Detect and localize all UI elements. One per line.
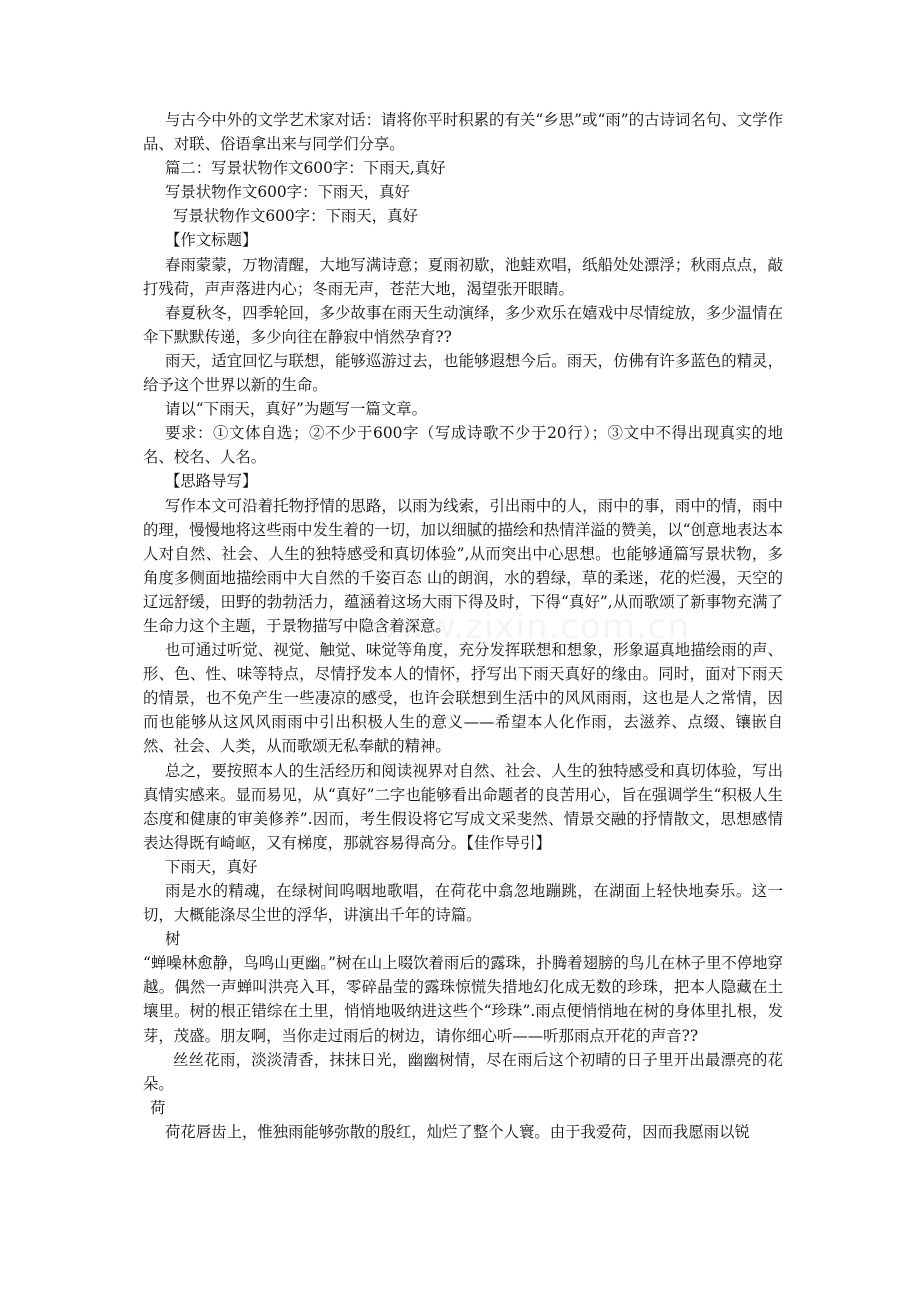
paragraph-requirements: 要求：①文体自选；②不少于600字（写成诗歌不少于20行）；③文中不得出现真实的地名、校名、人名。 [143,424,783,467]
paragraph-guide-approach: 写作本文可沿着托物抒情的思路，以雨为线索，引出雨中的人，雨中的事，雨中的情，雨中的理，慢慢地将这些雨中发生着的一切，加以细腻的描绘和热情洋溢的赞美，以“创意地表达本人对自然、社会、人生的独特感受和真切体验”,从而突出中心思想。也能够通篇写景状物，多角度多侧面地描绘雨中大自然的千姿百态 山的朗润，水的碧绿，草的柔迷，花的烂漫，天空的辽远舒缓，田野的勃勃活力，蕴涵着这场大雨下得及时，下得“真好”,从而歌颂了新事物充满了生命力这个主题，于景物描写中隐含着深意。 [143,496,783,635]
heading-writing-guide: 【思路导写】 [165,472,258,491]
heading-essay-title: 【作文标题】 [165,231,258,250]
sample-title: 下雨天，真好 [165,857,258,876]
paragraph-prompt: 请以“下雨天，真好”为题写一篇文章。 [165,400,427,419]
paragraph-flower-rain: 丝丝花雨，淡淡清香，抹抹日光，幽幽树情，尽在雨后这个初晴的日子里开出最漂亮的花朵。 [143,1050,783,1093]
watermark [370,607,690,647]
paragraph-tree: “蝉噪林愈静，鸟鸣山更幽。”树在山上啜饮着雨后的露珠，扑腾着翅膀的鸟儿在林子里不停地穿越。偶然一声蝉叫洪亮入耳，零碎晶莹的露珠惊慌失措地幻化成无数的珍珠，把本人隐藏在土壤里。树的根正错综在土里，悄悄地吸纳进这些个“珍珠”.雨点便悄悄地在树的身体里扎根，发芽，茂盛。朋友啊，当你走过雨后的树边，请你细心听——听那雨点开花的声音?? [143,954,783,1045]
section-heading-part-two: 篇二：写景状物作文600字：下雨天,真好 [165,159,446,178]
paragraph-rain-essence: 雨是水的精魂，在绿树间呜咽地歌唱，在荷花中翕忽地蹦跳，在湖面上轻快地奏乐。这一切，大概能涤尽尘世的浮华，讲演出千年的诗篇。 [143,882,783,925]
paragraph-guide-summary: 总之，要按照本人的生活经历和阅读视界对自然、社会、人生的独特感受和真切体验，写出真情实感来。显而易见，从“真好”二字也能够看出命题者的良苦用心，旨在强调学生“积极人生态度和健康的审美修养”.因而，考生假设将它写成文采斐然、情景交融的抒情散文，思想感情表达得既有崎岖，又有梯度，那就容易得高分。【佳作导引】 [143,761,783,852]
paragraph-intro: 与古今中外的文学艺术家对话：请将你平时积累的有关“乡思”或“雨”的古诗词名句、文学作品、对联、俗语拿出来与同学们分享。 [143,111,783,154]
article-heading: 写景状物作文600字：下雨天，真好 [165,183,410,202]
paragraph-rainy-day: 雨天，适宜回忆与联想，能够巡游过去，也能够遐想今后。雨天，仿佛有许多蓝色的精灵，给予这个世界以新的生命。 [143,351,783,395]
paragraph-four-seasons-rain: 春雨蒙蒙，万物清醒，大地写满诗意；夏雨初歇，池蛙欢唱，纸船处处漂浮；秋雨点点，敲打残荷，声声落进内心；冬雨无声，苍茫大地，渴望张开眼睛。 [143,255,783,298]
paragraph-guide-senses: 也可通过听觉、视觉、触觉、味觉等角度，充分发挥联想和想象，形象逼真地描绘雨的声、形、色、性、味等特点，尽情抒发本人的情怀，抒写出下雨天真好的缘由。同时，面对下雨天的情景，也不免产生一些凄凉的感受，也许会联想到生活中的风风雨雨，这也是人之常情，因而也能够从这风风雨雨中引出积极人生的意义——希望本人化作雨，去滋养、点缀、镶嵌自然、社会、人类，从而歌颂无私奉献的精神。 [143,641,783,756]
article-heading-repeat: 写景状物作文600字：下雨天，真好 [173,207,418,226]
subheading-lotus: 荷 [150,1098,166,1117]
paragraph-lotus: 荷花唇齿上，惟独雨能够弥散的殷红，灿烂了整个人寰。由于我爱荷，因而我愿雨以锐 [165,1122,750,1141]
subheading-tree: 树 [165,930,181,949]
paragraph-seasons-cycle: 春夏秋冬，四季轮回，多少故事在雨天生动演绎，多少欢乐在嬉戏中尽情绽放，多少温情在伞下默默传递，多少向往在静寂中悄然孕育?? [143,303,783,346]
